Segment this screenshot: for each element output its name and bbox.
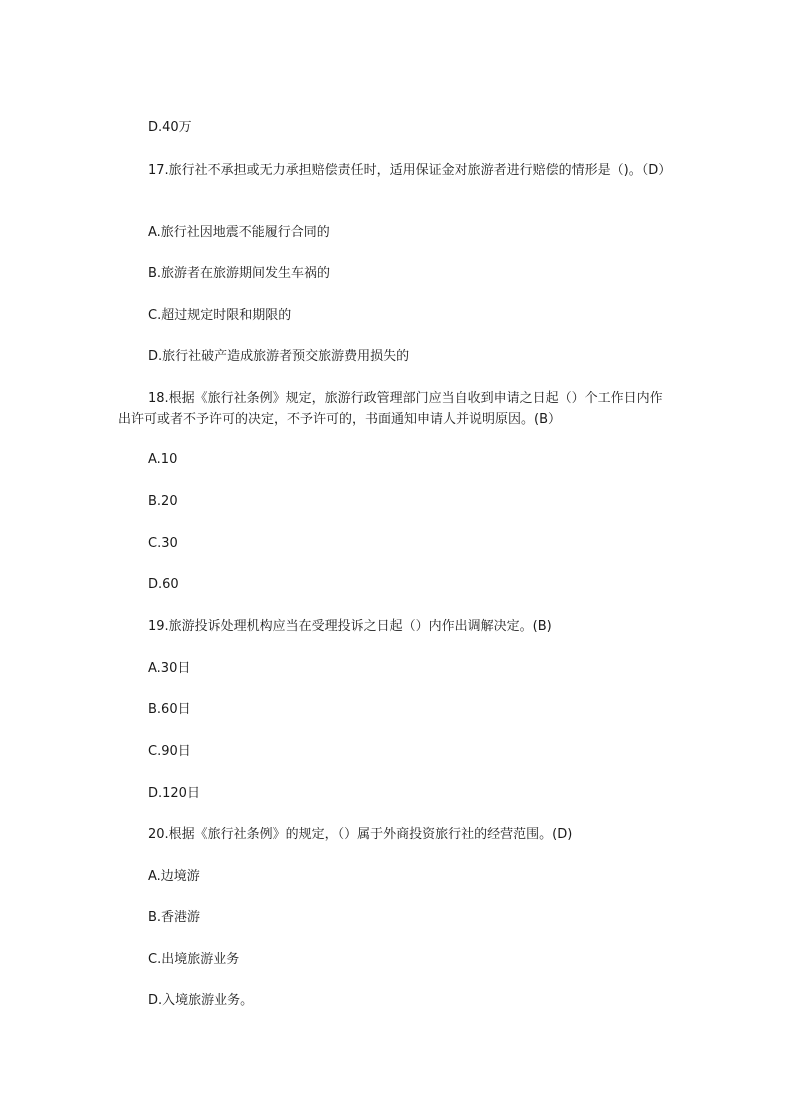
question-17-option-c: C.超过规定时限和期限的 (148, 308, 292, 323)
question-18: 18.根据《旅行社条例》规定，旅游行政管理部门应当自收到申请之日起（）个工作日内作出许可或者不予许可的决定，不予许可的，书面通知申请人并说明原因。(B） (118, 391, 663, 427)
question-19-option-c: C.90日 (148, 744, 191, 759)
question-18-option-c: C.30 (148, 536, 178, 551)
question-18-option-d: D.60 (148, 577, 179, 592)
question-17: 17.旅行社不承担或无力承担赔偿责任时，适用保证金对旅游者进行赔偿的情形是（)。（D） (148, 163, 672, 178)
question-20-option-b: B.香港游 (148, 910, 201, 925)
question-17-option-d: D.旅行社破产造成旅游者预交旅游费用损失的 (148, 349, 410, 364)
question-19-option-d: D.120日 (148, 786, 200, 801)
question-20-option-c: C.出境旅游业务 (148, 952, 240, 967)
question-18-option-a: A.10 (148, 452, 178, 467)
question-19: 19.旅游投诉处理机构应当在受理投诉之日起（）内作出调解决定。(B) (148, 619, 552, 634)
question-20-option-a: A.边境游 (148, 869, 200, 884)
question-17-option-a: A.旅行社因地震不能履行合同的 (148, 225, 330, 240)
question-19-option-b: B.60日 (148, 702, 191, 717)
question-19-option-a: A.30日 (148, 661, 191, 676)
question-18-option-b: B.20 (148, 494, 178, 509)
question-17-option-b: B.旅游者在旅游期间发生车祸的 (148, 266, 331, 281)
question-20-option-d: D.入境旅游业务。 (148, 993, 254, 1008)
option-d-40: D.40万 (148, 120, 192, 135)
question-20: 20.根据《旅行社条例》的规定，（）属于外商投资旅行社的经营范围。(D) (148, 827, 573, 842)
